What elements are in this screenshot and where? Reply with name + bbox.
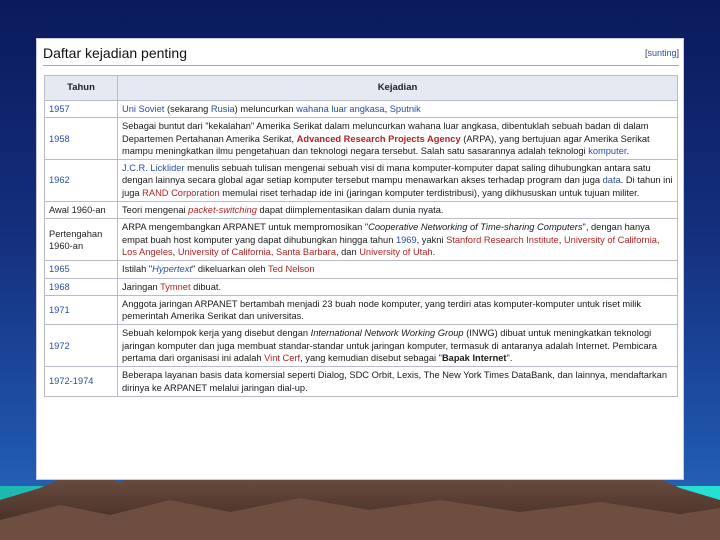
event-link[interactable]: Ted Nelson: [267, 264, 315, 275]
event-text: International Network Working Group: [310, 328, 464, 339]
event-text: Teori mengenai: [122, 205, 189, 216]
event-text: , yang kemudian disebut sebagai ": [300, 353, 442, 364]
event-text: dapat diimplementasikan dalam dunia nyata.: [256, 205, 444, 216]
table-row: [45, 295, 678, 325]
row-event: [118, 295, 678, 325]
event-text: Anggota jaringan ARPANET bertambah menjadi 23 buah node komputer, yang terdiri atas komputer-komputer untuk riset milik pemerintah Amerika Serikat dan universitas.: [122, 298, 642, 322]
edit-link-wrapper: [sunting]: [644, 48, 679, 58]
event-text: Cooperative Networking of Time-sharing Computers: [368, 222, 583, 233]
row-year[interactable]: 1971: [45, 295, 118, 325]
row-year[interactable]: 1957: [45, 101, 118, 118]
event-link[interactable]: Tymnet: [160, 281, 191, 292]
row-event: [118, 101, 678, 118]
event-text: ", dengan hanya empat buah host komputer yang dapat dihubungkan hingga tahun: [122, 222, 650, 245]
event-link[interactable]: Vint Cerf: [264, 353, 301, 364]
event-link[interactable]: komputer: [588, 145, 627, 156]
event-text: memulai riset terhadap ide ini (jaringan komputer terdistribusi), yang dikhususkan untuk tujuan militer.: [219, 187, 640, 198]
event-text: ) meluncurkan: [234, 104, 297, 114]
event-link[interactable]: Rusia: [210, 104, 235, 114]
screenshot-panel: [36, 38, 684, 480]
section-divider: [43, 65, 679, 66]
event-text: ARPA mengembangkan ARPANET untuk mempromosikan ": [122, 222, 369, 233]
event-link[interactable]: University of Utah: [359, 246, 433, 257]
event-link[interactable]: University of California, Los Angeles: [122, 234, 660, 257]
event-text: ".: [506, 353, 513, 364]
table-row: [45, 202, 678, 219]
edit-link[interactable]: sunting: [647, 48, 677, 58]
event-link[interactable]: Hypertext: [152, 264, 192, 275]
row-event: [118, 219, 678, 261]
row-year[interactable]: 1968: [45, 278, 118, 295]
header-year: Tahun: [45, 76, 118, 101]
table-row: [45, 160, 678, 202]
event-text: . Di tahun ini juga: [122, 175, 673, 198]
event-text: Jaringan: [122, 281, 161, 292]
event-text: , dan: [335, 246, 360, 257]
event-text: ,: [558, 234, 564, 245]
event-link[interactable]: 1969: [395, 234, 417, 245]
event-link[interactable]: Sputnik: [389, 104, 421, 114]
row-year[interactable]: 1962: [45, 160, 118, 202]
event-link[interactable]: Advanced Research Projects Agency: [296, 133, 461, 144]
row-year[interactable]: 1972-1974: [45, 367, 118, 397]
row-event: [118, 367, 678, 397]
event-text: ,: [172, 246, 178, 257]
event-text: Beberapa layanan basis data komersial seperti Dialog, SDC Orbit, Lexis, The New York Times DataBank, dan lainnya, mendaftarkan dirinya ke ARPANET melalui jaringan dial-up.: [122, 370, 668, 393]
row-year[interactable]: 1972: [45, 325, 118, 367]
event-link[interactable]: University of California, Santa Barbara: [177, 246, 336, 257]
event-text: (ARPA), yang bertujuan agar Amerika Serikat mampu meningkatkan ilmu pengetahuan dan teknologi negara tersebut. Salah satu sasarannya adalah teknologi: [122, 133, 650, 156]
row-event: [118, 202, 678, 219]
event-link[interactable]: J.C.R. Licklider: [122, 163, 185, 174]
event-link[interactable]: Uni Soviet: [122, 104, 165, 114]
event-text: Sebuah kelompok kerja yang disebut dengan: [122, 328, 311, 339]
row-event: [118, 325, 678, 367]
row-event: [118, 261, 678, 278]
event-text: (sekarang: [164, 104, 211, 114]
event-text: Sebagai buntut dari "kekalahan" Amerika Serikat dalam meluncurkan wahana luar angkasa, dibentuklah sebuah badan di dalam Departemen Pertahanan Amerika Serikat,: [122, 121, 649, 144]
row-year[interactable]: 1958: [45, 118, 118, 160]
row-event: [118, 278, 678, 295]
row-year: Pertengahan 1960-an: [45, 219, 118, 261]
row-year: Awal 1960-an: [45, 202, 118, 219]
events-table: [44, 75, 678, 397]
event-link[interactable]: data: [602, 175, 621, 186]
table-row: [45, 278, 678, 295]
section-title: Daftar kejadian penting: [43, 45, 187, 61]
table-row: [45, 367, 678, 397]
table-row: [45, 219, 678, 261]
event-text: menulis sebuah tulisan mengenai sebuah visi di mana komputer-komputer dapat saling dihubungkan antara satu dengan lainnya secara global agar setiap komputer tersebut mampu menawarkan akses terhadap program dan juga: [122, 163, 651, 186]
event-text: Bapak Internet: [441, 353, 507, 364]
event-link[interactable]: Stanford Research Institute: [446, 234, 559, 245]
event-text: Istilah ": [122, 264, 153, 275]
header-event: Kejadian: [118, 76, 678, 101]
section-header: [43, 43, 679, 63]
row-event: [118, 160, 678, 202]
event-text: " dikeluarkan oleh: [191, 264, 268, 275]
event-link[interactable]: packet-switching: [188, 205, 257, 216]
event-text: ,: [384, 104, 390, 114]
row-event: [118, 118, 678, 160]
table-row: [45, 118, 678, 160]
event-link[interactable]: wahana luar angkasa: [296, 104, 385, 114]
event-text: dibuat.: [190, 281, 222, 292]
event-link[interactable]: RAND Corporation: [142, 187, 220, 198]
event-text: .: [626, 145, 630, 156]
table-row: [45, 261, 678, 278]
event-text: .: [432, 246, 436, 257]
event-text: (INWG) dibuat untuk meningkatkan teknologi jaringan komputer dan juga membuat standar-standar untuk jaringan komputer, termasuk di antaranya adalah Internet. Pembicara pertama dari organisasi ini adalah: [122, 328, 657, 364]
table-header-row: [45, 76, 678, 101]
table-row: [45, 101, 678, 118]
table-row: [45, 325, 678, 367]
event-text: , yakni: [416, 234, 447, 245]
row-year[interactable]: 1965: [45, 261, 118, 278]
